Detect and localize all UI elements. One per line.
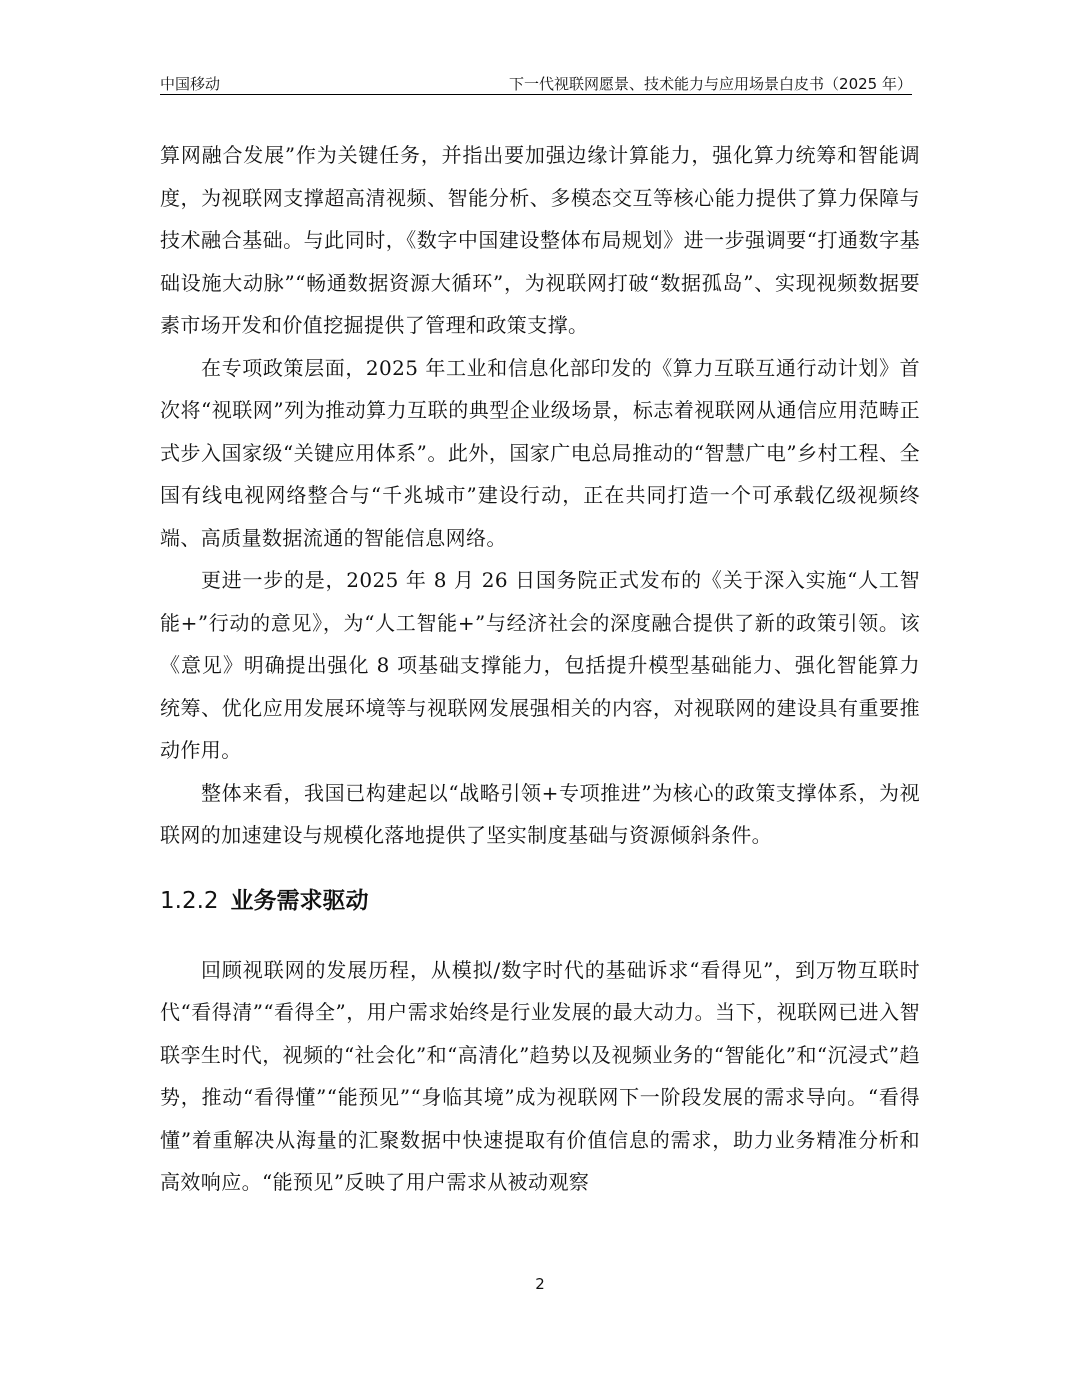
page-footer xyxy=(0,1274,1080,1294)
page-number: 2 xyxy=(535,1275,545,1293)
section-number: 1.2.2 xyxy=(160,887,219,914)
page-header xyxy=(160,74,912,95)
page-body xyxy=(160,134,920,1204)
body-paragraph: 在专项政策层面，2025 年工业和信息化部印发的《算力互联互通行动计划》首次将“视联网”列为推动算力互联的典型企业级场景，标志着视联网从通信应用范畴正式步入国家级“关键应用体系”。此外，国家广电总局推动的“智慧广电”乡村工程、全国有线电视网络整合与“千兆城市”建设行动，正在共同打造一个可承载亿级视频终端、高质量数据流通的智能信息网络。 xyxy=(160,355,920,550)
body-paragraph: 更进一步的是，2025 年 8 月 26 日国务院正式发布的《关于深入实施“人工智能+”行动的意见》，为“人工智能+”与经济社会的深度融合提供了新的政策引领。该《意见》明确提出强化 8 项基础支撑能力，包括提升模型基础能力、强化智能算力统筹、优化应用发展环境等与视联网发展强相关的内容，对视联网的建设具有重要推动作用。 xyxy=(160,568,920,762)
body-paragraph-continued: 算网融合发展”作为关键任务，并指出要加强边缘计算能力，强化算力统筹和智能调度，为视联网支撑超高清视频、智能分析、多模态交互等核心能力提供了算力保障与技术融合基础。与此同时，《数字中国建设整体布局规划》进一步强调要“打通数字基础设施大动脉”“畅通数据资源大循环”，为视联网打破“数据孤岛”、实现视频数据要素市场开发和价值挖掘提供了管理和政策支撑。 xyxy=(160,143,920,337)
header-document-title: 下一代视联网愿景、技术能力与应用场景白皮书（2025 年） xyxy=(509,75,912,93)
body-paragraph: 回顾视联网的发展历程，从模拟/数字时代的基础诉求“看得见”，到万物互联时代“看得清”“看得全”，用户需求始终是行业发展的最大动力。当下，视联网已进入智联孪生时代，视频的“社会化”和“高清化”趋势以及视频业务的“智能化”和“沉浸式”趋势，推动“看得懂”“能预见”“身临其境”成为视联网下一阶段发展的需求导向。“看得懂”着重解决从海量的汇聚数据中快速提取有价值信息的需求，助力业务精准分析和高效响应。“能预见”反映了用户需求从被动观察 xyxy=(160,957,920,1194)
section-title: 业务需求驱动 xyxy=(230,887,369,914)
header-organization: 中国移动 xyxy=(160,75,221,93)
section-heading xyxy=(160,883,920,919)
body-paragraph: 整体来看，我国已构建起以“战略引领+专项推进”为核心的政策支撑体系，为视联网的加速建设与规模化落地提供了坚实制度基础与资源倾斜条件。 xyxy=(160,780,920,847)
